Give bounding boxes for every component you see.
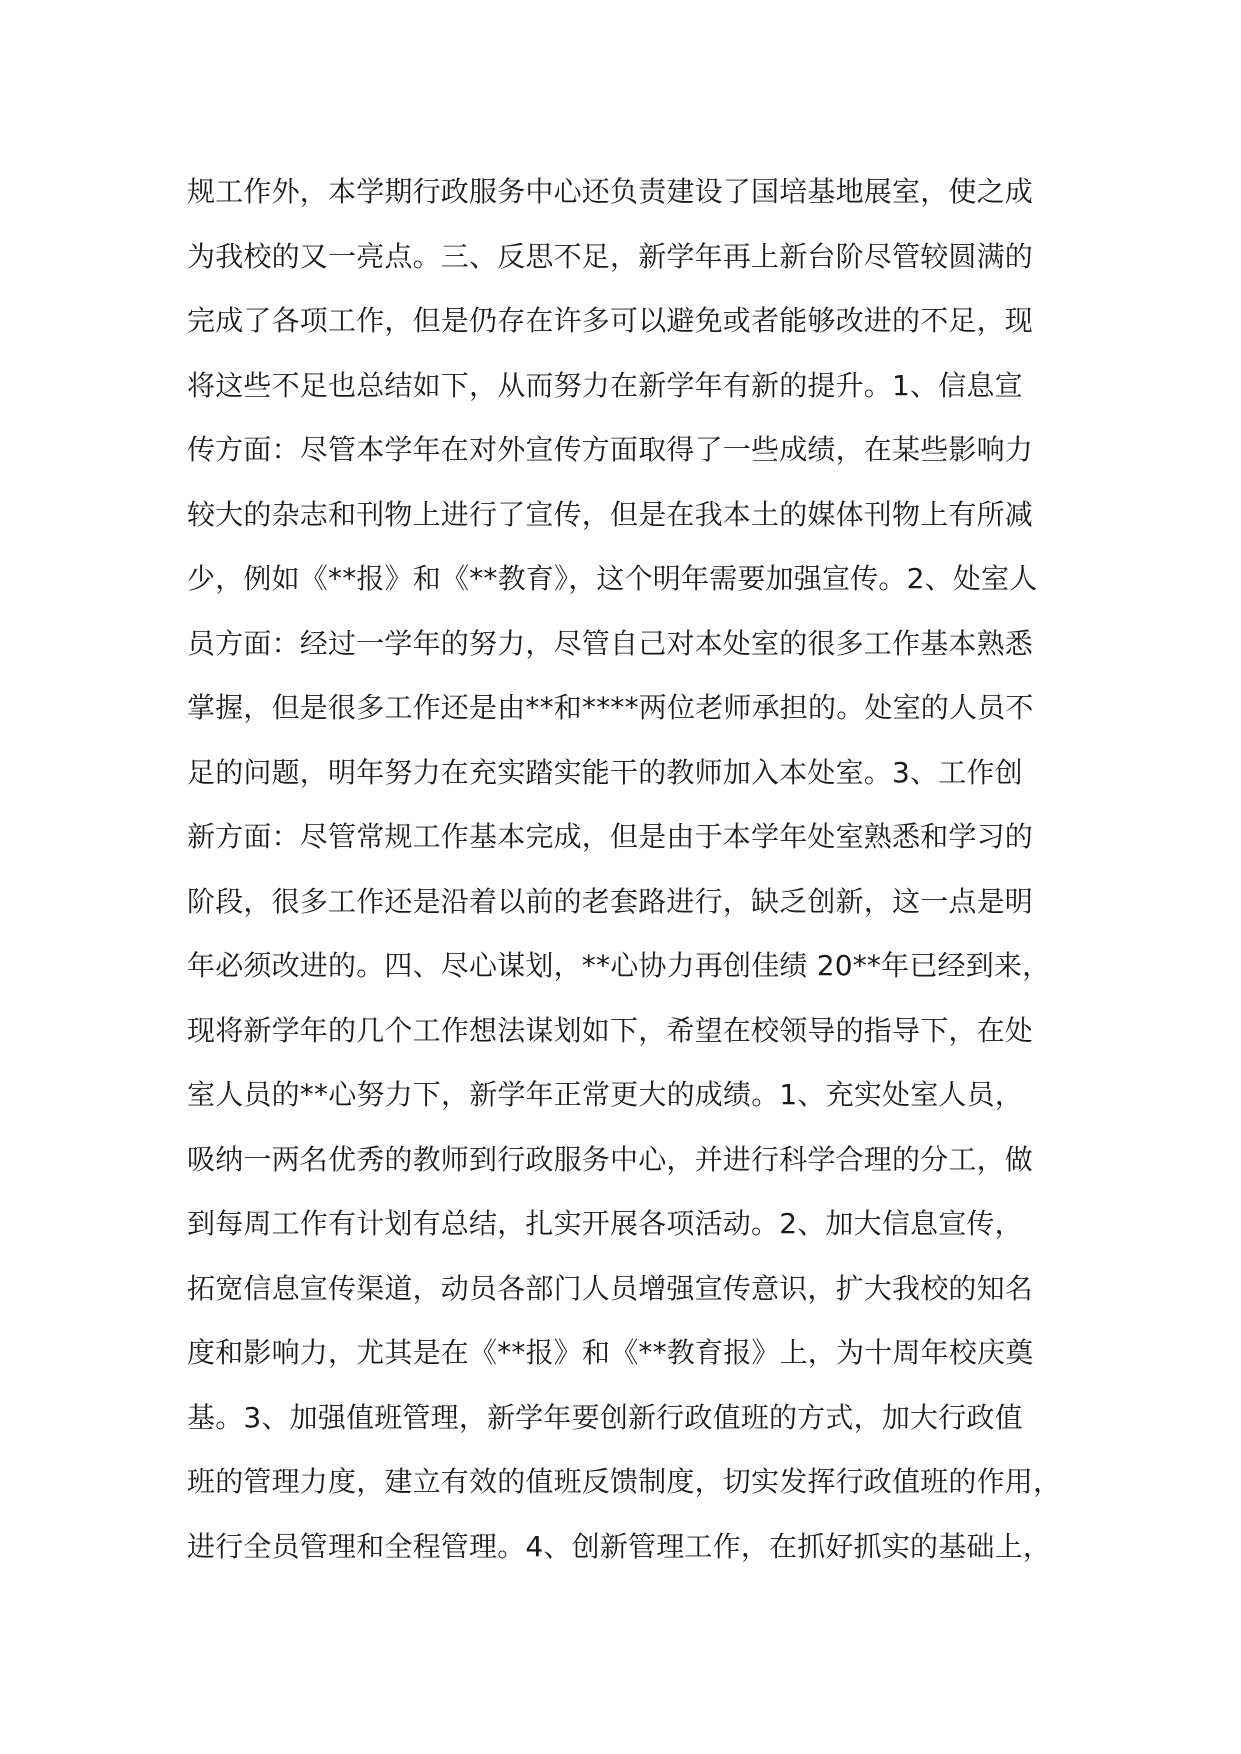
text-line: 传方面：尽管本学年在对外宣传方面取得了一些成绩，在某些影响力 bbox=[187, 433, 1034, 466]
text-line: 员方面：经过一学年的努力，尽管自己对本处室的很多工作基本熟悉 bbox=[187, 626, 1034, 660]
text-line: 进行全员管理和全程管理。4、创新管理工作，在抓好抓实的基础上， bbox=[187, 1529, 1052, 1563]
text-line: 为我校的又一亮点。三、反思不足，新学年再上新台阶尽管较圆满的 bbox=[187, 239, 1034, 273]
text-line: 吸纳一两名优秀的教师到行政服务中心，并进行科学合理的分工，做 bbox=[187, 1142, 1034, 1176]
text-line: 班的管理力度，建立有效的值班反馈制度，切实发挥行政值班的作用， bbox=[187, 1465, 1062, 1498]
text-line: 完成了各项工作，但是仍存在许多可以避免或者能够改进的不足，现 bbox=[187, 304, 1034, 337]
text-line: 年必须改进的。四、尽心谋划，**心协力再创佳绩 20**年已经到来， bbox=[187, 949, 1051, 982]
text-line: 阶段，很多工作还是沿着以前的老套路进行，缺乏创新，这一点是明 bbox=[187, 884, 1034, 918]
text-line: 基。3、加强值班管理，新学年要创新行政值班的方式，加大行政值 bbox=[187, 1400, 1023, 1434]
text-line: 较大的杂志和刊物上进行了宣传，但是在我本土的媒体刊物上有所减 bbox=[187, 497, 1034, 531]
text-line: 度和影响力，尤其是在《**报》和《**教育报》上，为十周年校庆奠 bbox=[187, 1336, 1034, 1369]
text-line: 现将新学年的几个工作想法谋划如下，希望在校领导的指导下，在处 bbox=[187, 1013, 1034, 1047]
text-line: 拓宽信息宣传渠道，动员各部门人员增强宣传意识，扩大我校的知名 bbox=[187, 1271, 1034, 1305]
text-line: 足的问题，明年努力在充实踏实能干的教师加入本处室。3、工作创 bbox=[187, 755, 1023, 789]
text-line: 新方面：尽管常规工作基本完成，但是由于本学年处室熟悉和学习的 bbox=[187, 820, 1034, 853]
text-line: 室人员的**心努力下，新学年正常更大的成绩。1、充实处室人员， bbox=[187, 1078, 1024, 1111]
text-line: 少，例如《**报》和《**教育》，这个明年需要加强宣传。2、处室人 bbox=[187, 562, 1038, 595]
text-line: 将这些不足也总结如下，从而努力在新学年有新的提升。1、信息宣 bbox=[187, 368, 1023, 402]
text-line: 规工作外，本学期行政服务中心还负责建设了国培基地展室，使之成 bbox=[187, 175, 1034, 208]
text-line: 掌握，但是很多工作还是由**和****两位老师承担的。处室的人员不 bbox=[187, 691, 1034, 724]
text-line: 到每周工作有计划有总结，扎实开展各项活动。2、加大信息宣传， bbox=[187, 1207, 1023, 1240]
body-text bbox=[187, 160, 1087, 1579]
